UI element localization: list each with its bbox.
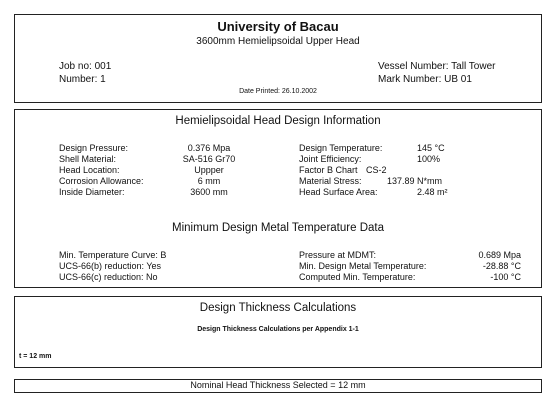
min-design-metal-temp-value: -28.88 °C [482,261,521,271]
shell-material-value: SA-516 Gr70 [182,154,236,164]
ucs-66b-reduction: UCS-66(b) reduction: Yes [59,261,162,271]
nominal-thickness: Nominal Head Thickness Selected = 12 mm [190,380,366,390]
design-temperature-label: Design Temperature: [299,143,383,153]
inside-diameter-value: 3600 mm [190,187,228,197]
head-surface-area-label: Head Surface Area: [299,187,378,197]
corrosion-allowance-value: 6 mm [197,176,221,186]
mdmt-heading: Minimum Design Metal Temperature Data [172,222,384,234]
pressure-at-mdmt-label: Pressure at MDMT: [299,250,377,260]
date-printed: Date Printed: 26.10.2002 [239,88,317,95]
thickness-result: t = 12 mm [19,353,52,360]
factor-b-chart-label: Factor B Chart [299,165,358,175]
pressure-at-mdmt-value: 0.689 Mpa [478,250,521,260]
min-design-metal-temp-label: Min. Design Metal Temperature: [299,261,427,271]
joint-efficiency-value: 100% [417,154,441,164]
thickness-section [14,296,542,368]
corrosion-allowance-label: Corrosion Allowance: [59,176,144,186]
design-pressure-value: 0.376 Mpa [187,143,231,153]
design-info-heading: Hemielipsoidal Head Design Information [175,115,381,127]
thickness-subheading: Design Thickness Calculations per Appendix 1-1 [197,326,359,333]
job-number: Job no: 001 [59,61,112,72]
inside-diameter-label: Inside Diameter: [59,187,125,197]
head-location-value: Uppper [194,165,224,175]
report-title: University of Bacau [217,19,339,34]
vessel-number: Vessel Number: Tall Tower [378,61,496,72]
ucs-66c-reduction: UCS-66(c) reduction: No [59,272,158,282]
nominal-thickness-section [14,379,542,393]
design-info-section [14,109,542,288]
thickness-heading: Design Thickness Calculations [199,302,357,314]
head-location-label: Head Location: [59,165,120,175]
design-pressure-label: Design Pressure: [59,143,129,153]
header-section [14,14,542,103]
report-subtitle: 3600mm Hemielipsoidal Upper Head [196,36,360,47]
computed-min-temp-value: -100 °C [490,272,521,282]
mark-number: Mark Number: UB 01 [378,74,472,85]
design-temperature-value: 145 °C [417,143,445,153]
factor-b-chart-value: CS-2 [366,165,387,175]
computed-min-temp-label: Computed Min. Temperature: [299,272,416,282]
min-temperature-curve: Min. Temperature Curve: B [59,250,167,260]
shell-material-label: Shell Material: [59,154,117,164]
material-stress-value: 137.89 N*mm [387,176,443,186]
head-surface-area-value: 2.48 m² [417,187,448,197]
item-number: Number: 1 [59,74,106,85]
joint-efficiency-label: Joint Efficiency: [299,154,362,164]
material-stress-label: Material Stress: [299,176,362,186]
